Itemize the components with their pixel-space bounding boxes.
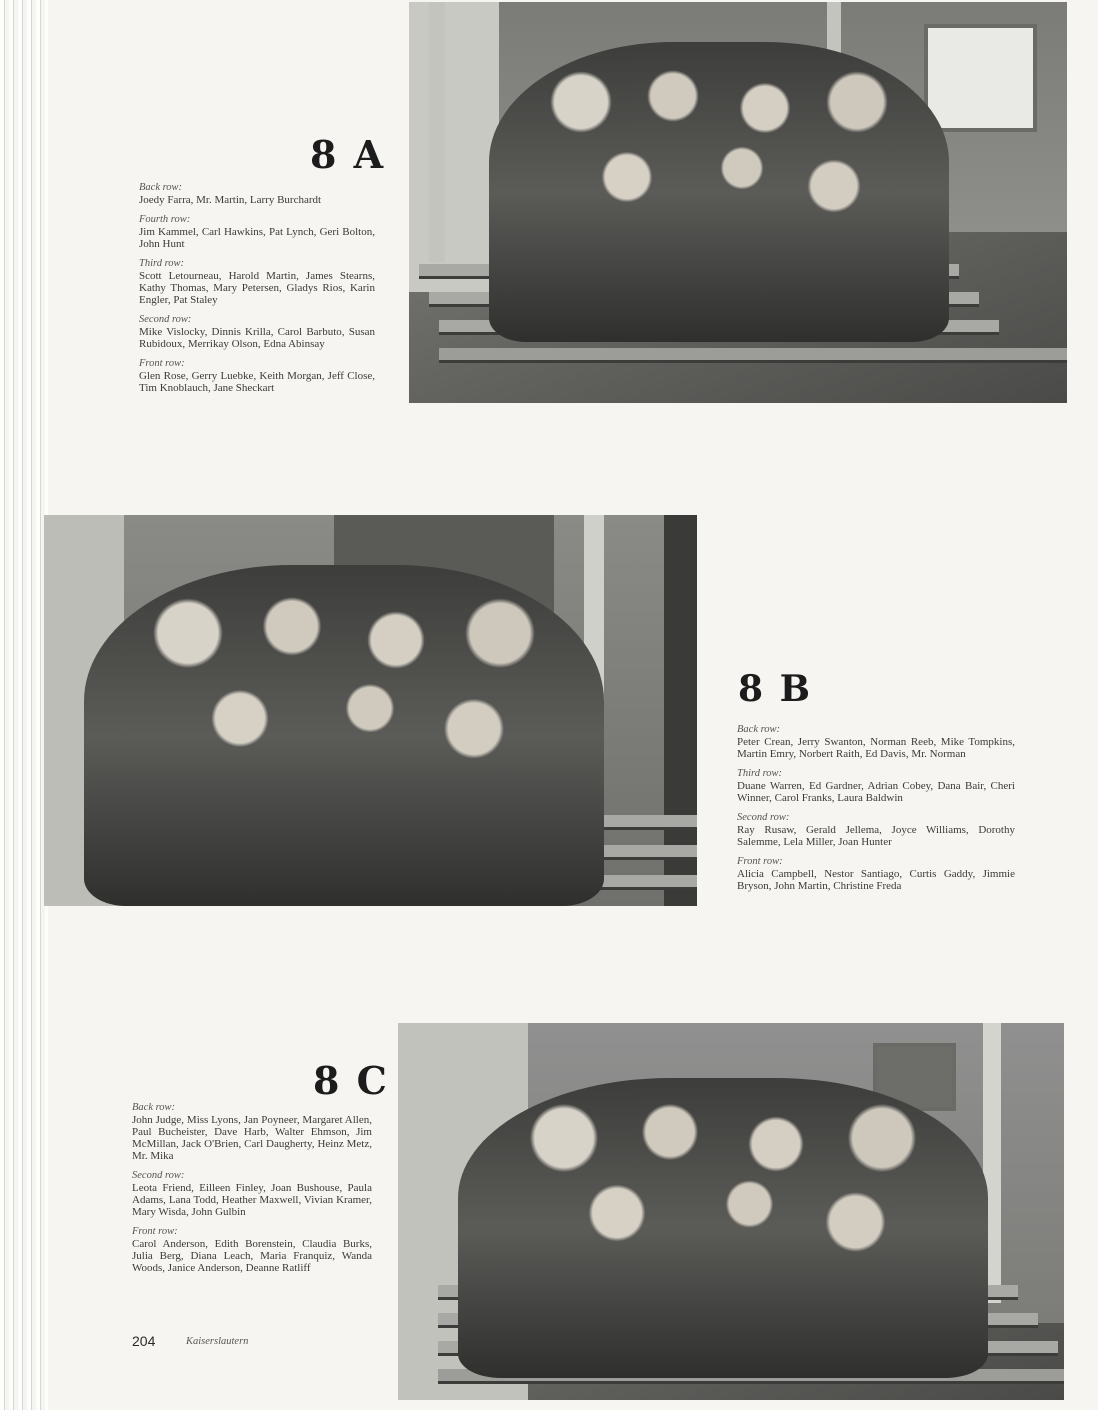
row-names: Jim Kammel, Carl Hawkins, Pat Lynch, Geri Bolton, John Hunt: [139, 226, 375, 250]
row-label: Third row:: [139, 258, 185, 269]
row-names: Peter Crean, Jerry Swanton, Norman Reeb, Mike Tompkins, Martin Emry, Norbert Raith, Ed Davis, Mr. Norman: [737, 736, 1015, 760]
class-8a-title: 8 A: [310, 132, 386, 177]
row-names: Glen Rose, Gerry Luebke, Keith Morgan, Jeff Close, Tim Knoblauch, Jane Sheckart: [139, 370, 375, 394]
row-label: Third row:: [737, 768, 783, 779]
row-names: Duane Warren, Ed Gardner, Adrian Cobey, Dana Bair, Cheri Winner, Carol Franks, Laura Baldwin: [737, 780, 1015, 804]
row-label: Front row:: [737, 856, 783, 867]
row-names: Leota Friend, Eilleen Finley, Joan Bushouse, Paula Adams, Lana Todd, Heather Maxwell, Vivian Kramer, Mary Wisda, John Gulbin: [132, 1182, 372, 1218]
class-8b-caption: [737, 724, 1015, 892]
class-8c-photo: [398, 1023, 1064, 1400]
page-edge-stack: [0, 0, 48, 1410]
class-8b-title: 8 B: [738, 668, 813, 710]
class-8a-caption: [139, 182, 375, 394]
class-8b-photo: [44, 515, 697, 906]
class-8c-title: 8 C: [313, 1058, 389, 1103]
row-names: John Judge, Miss Lyons, Jan Poyneer, Margaret Allen, Paul Bucheister, Dave Harb, Walter Ehmson, Jim McMillan, Jack O'Brien, Carl Daugherty, Heinz Metz, Mr. Mika: [132, 1114, 372, 1162]
row-names: Ray Rusaw, Gerald Jellema, Joyce Williams, Dorothy Salemme, Lela Miller, Joan Hunter: [737, 824, 1015, 848]
row-label: Second row:: [132, 1170, 185, 1181]
row-label: Back row:: [139, 182, 183, 193]
row-names: Mike Vislocky, Dinnis Krilla, Carol Barbuto, Susan Rubidoux, Merrikay Olson, Edna Abinsay: [139, 326, 375, 350]
row-label: Back row:: [132, 1102, 176, 1113]
row-names: Carol Anderson, Edith Borenstein, Claudia Burks, Julia Berg, Diana Leach, Maria Franquiz, Wanda Woods, Janice Anderson, Deanne Ratliff: [132, 1238, 372, 1274]
row-names: Scott Letourneau, Harold Martin, James Stearns, Kathy Thomas, Mary Petersen, Gladys Rios, Karin Engler, Pat Staley: [139, 270, 375, 306]
running-title: Kaiserslautern: [186, 1336, 249, 1347]
row-label: Fourth row:: [139, 214, 191, 225]
row-label: Front row:: [139, 358, 185, 369]
row-label: Second row:: [737, 812, 790, 823]
row-names: Joedy Farra, Mr. Martin, Larry Burchardt: [139, 194, 322, 206]
page-number: 204: [132, 1333, 156, 1349]
row-label: Front row:: [132, 1226, 178, 1237]
class-8a-photo: [409, 2, 1067, 403]
row-label: Second row:: [139, 314, 192, 325]
row-names: Alicia Campbell, Nestor Santiago, Curtis Gaddy, Jimmie Bryson, John Martin, Christine Freda: [737, 868, 1015, 892]
row-label: Back row:: [737, 724, 781, 735]
class-8c-caption: [132, 1102, 372, 1274]
